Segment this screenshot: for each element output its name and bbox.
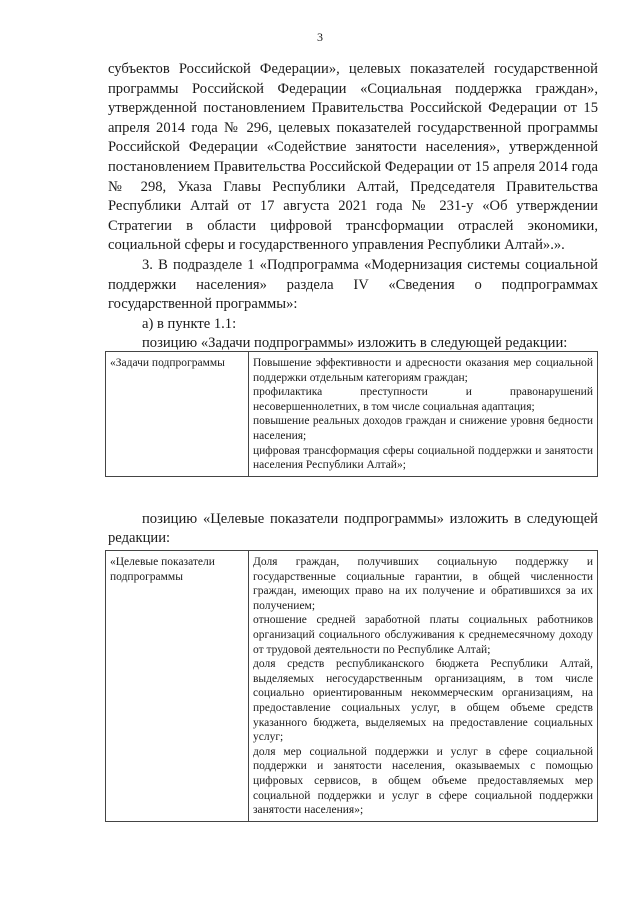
tasks-content-cell [249, 352, 598, 477]
paragraph-subsection-3: 3. В подразделе 1 «Подпрограмма «Модернизация системы социальной поддержки населения» раздела IV «Сведения о подпрограммах государственной программы»: [108, 256, 598, 313]
tasks-item: профилактика преступности и правонарушений несовершеннолетних, в том числе социальная адаптация; [253, 386, 593, 413]
indicators-item: доля средств республиканского бюджета Республики Алтай, выделяемых негосударственным организациям, в том числе социально ориентированным некоммерческим организациям, на предоставление социальных услуг, в общем объеме средств указанного бюджета, выделяемых на предоставление социальных услуг; [253, 658, 593, 744]
indicators-item: доля мер социальной поддержки и услуг в сфере социальной поддержки и занятости населения, оказываемых с помощью цифровых сервисов, в общем объеме предоставляемых мер социальной поддержки и услуг в сфере социальной поддержки занятости населения»; [253, 745, 593, 817]
indicators-item: отношение средней заработной платы социальных работников организаций социального обслуживания к среднемесячному доходу от трудовой деятельности по Республике Алтай; [253, 614, 593, 656]
indicators-content-cell [249, 551, 598, 822]
paragraph-position-indicators: позицию «Целевые показатели подпрограммы» изложить в следующей редакции: [108, 510, 598, 547]
body-section [108, 60, 598, 354]
indicators-label-cell: «Целевые показатели подпрограммы [106, 551, 249, 822]
tasks-item: цифровая трансформация сферы социальной поддержки и занятости населения Республики Алтай»; [253, 444, 593, 472]
page-number: 3 [317, 30, 323, 44]
paragraph-item-a: а) в пункте 1.1: [142, 315, 237, 332]
tasks-item: Повышение эффективности и адресности оказания мер социальной поддержки отдельным категориям граждан; [253, 357, 593, 384]
paragraph-position-tasks: позицию «Задачи подпрограммы» изложить в следующей редакции: [142, 335, 568, 352]
table-row [106, 352, 598, 477]
tasks-label-cell: «Задачи подпрограммы [106, 352, 249, 477]
tasks-table [105, 351, 598, 477]
table-row [106, 551, 598, 822]
indicators-table [105, 550, 598, 822]
indicators-item: Доля граждан, получивших социальную поддержку и государственные социальные гарантии, в общей численности граждан, имеющих право на их получение и обратившихся за их получением; [253, 556, 593, 612]
paragraph-continuation: субъектов Российской Федерации», целевых показателей государственной программы Российской Федерации «Социальная поддержка граждан», утвержденной постановлением Правительства Российской Федерации от 15 апреля 2014 года № 296, целевых показателей государственной программы Российской Федерации «Содействие занятости населения», утвержденной постановлением Правительства Российской Федерации от 15 апреля 2014 года № 298, Указа Главы Республики Алтай, Председателя Правительства Республики Алтай от 17 августа 2021 года № 231-у «Об утверждении Стратегии в области цифровой трансформации отраслей экономики, социальной сферы и государственного управления Республики Алтай».». [108, 61, 598, 254]
tasks-item: повышение реальных доходов граждан и снижение уровня бедности населения; [253, 415, 593, 442]
